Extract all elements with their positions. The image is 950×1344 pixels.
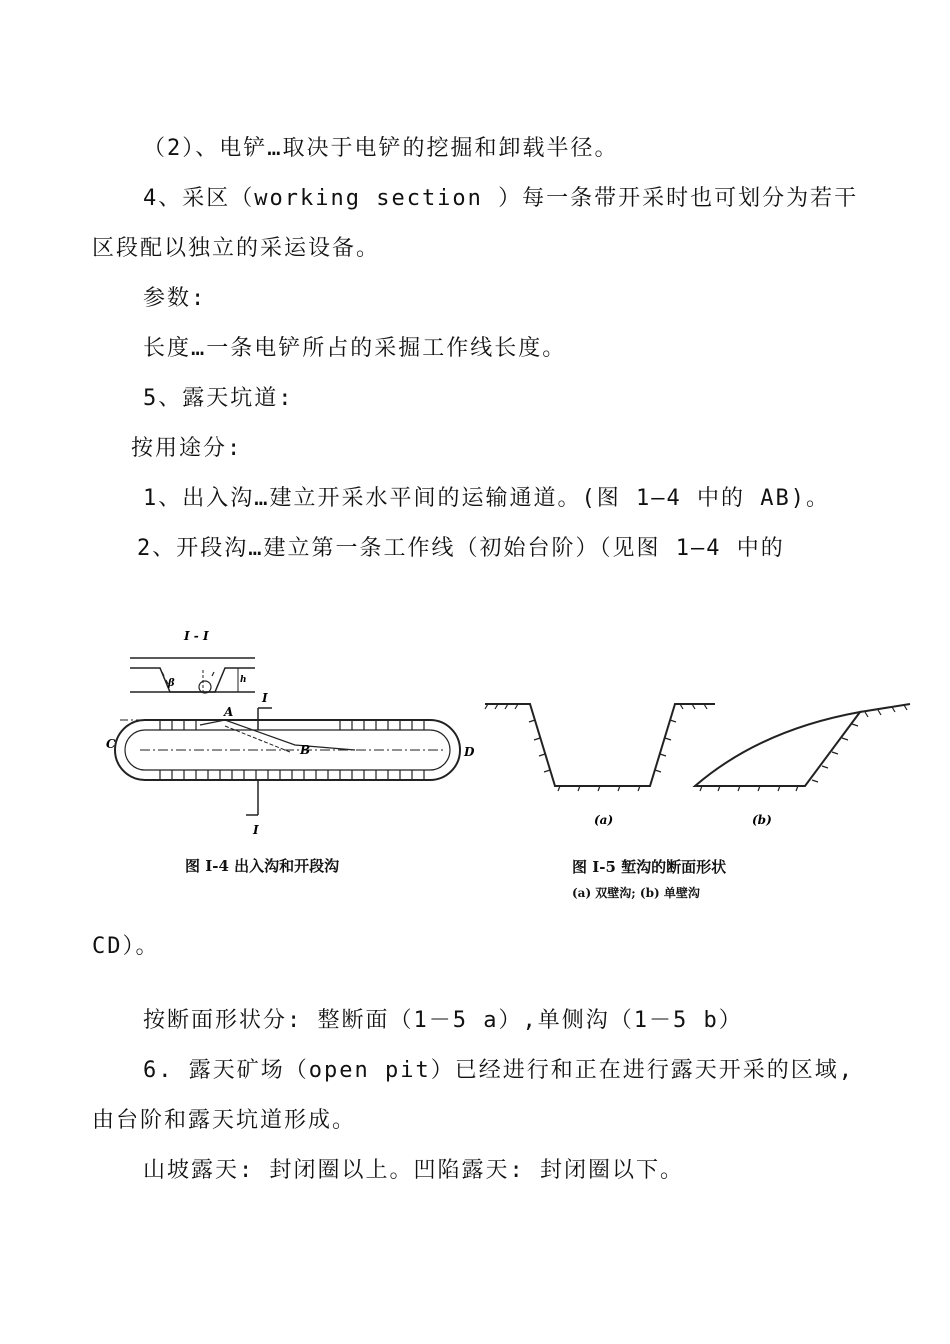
label-beta: β xyxy=(168,678,175,689)
section-label: I - I xyxy=(184,629,209,643)
text-line-12: 6. 露天矿场（open pit）已经进行和正在进行露天开采的区域, xyxy=(143,1058,854,1083)
section-mark-bottom: I xyxy=(253,823,259,837)
text-line-7: 按用途分: xyxy=(131,436,243,461)
label-a: (a) xyxy=(594,813,614,827)
text-line-8: 1、出入沟…建立开采水平间的运输通道。(图 1—4 中的 AB)。 xyxy=(143,486,830,511)
label-C: C xyxy=(106,737,116,751)
trench-section-diagram xyxy=(480,690,920,840)
text-line-13: 由台阶和露天坑道形成。 xyxy=(92,1108,357,1133)
text-line-11: 按断面形状分: 整断面（1－5 a）,单侧沟（1－5 b） xyxy=(143,1008,743,1033)
figure-1-5-caption: 图 I-5 堑沟的断面形状 xyxy=(572,858,727,876)
text-line-1: （2）、电铲…取决于电铲的挖掘和卸载半径。 xyxy=(143,136,619,161)
text-line-10: CD）。 xyxy=(92,934,160,959)
figure-1-4 xyxy=(100,620,490,880)
figure-1-5 xyxy=(480,690,920,910)
text-line-14: 山坡露天: 封闭圈以上。凹陷露天: 封闭圈以下。 xyxy=(143,1158,684,1183)
label-h: h xyxy=(240,675,247,685)
label-B: B xyxy=(300,743,311,757)
text-line-5: 长度…一条电铲所占的采掘工作线长度。 xyxy=(143,336,567,361)
text-line-4: 参数: xyxy=(143,286,207,311)
figure-1-5-subcaption: (a) 双壁沟; (b) 单壁沟 xyxy=(572,886,700,900)
text-line-6: 5、露天坑道: xyxy=(143,386,294,411)
text-line-2: 4、采区（working section ）每一条带开采时也可划分为若干 xyxy=(143,186,859,211)
label-b: (b) xyxy=(752,813,772,827)
text-line-3: 区段配以独立的采运设备。 xyxy=(92,236,381,261)
label-D: D xyxy=(464,745,475,759)
text-line-9: 2、开段沟…建立第一条工作线（初始台阶）（见图 1—4 中的 xyxy=(137,536,785,561)
figure-1-4-caption: 图 I-4 出入沟和开段沟 xyxy=(185,857,340,875)
section-mark-top: I xyxy=(262,691,268,705)
label-A: A xyxy=(224,705,234,719)
trench-plan-diagram xyxy=(100,620,490,850)
